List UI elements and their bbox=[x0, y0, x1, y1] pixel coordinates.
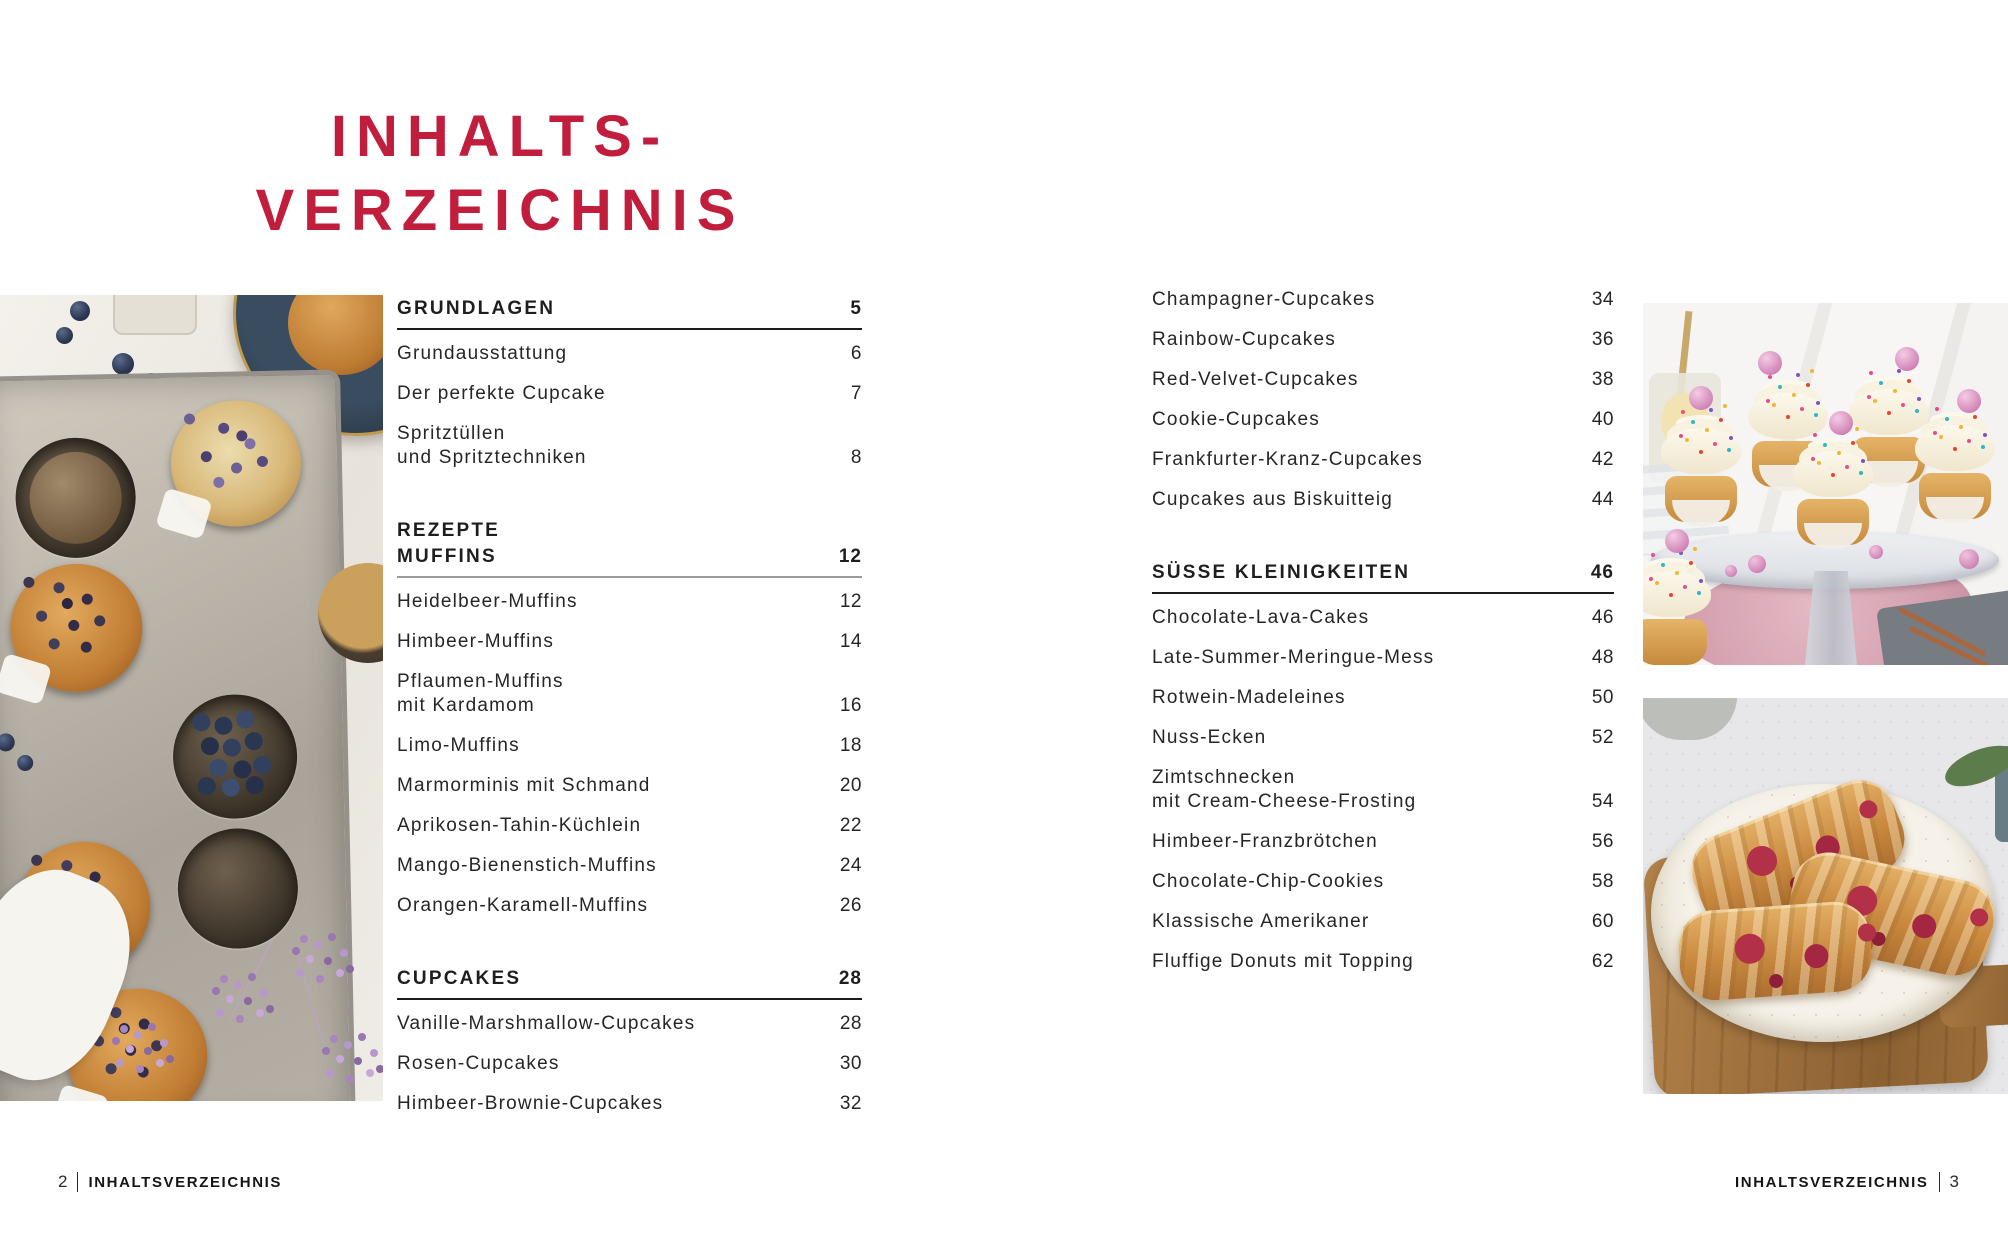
cupcake-liner bbox=[1804, 523, 1862, 549]
cupcake bbox=[1643, 541, 1721, 665]
row-label: mit Kardamom bbox=[397, 695, 535, 716]
cupcake-frosting bbox=[1661, 428, 1741, 474]
tin-well-empty bbox=[177, 827, 299, 949]
row-label: Grundausstattung bbox=[397, 343, 568, 364]
row-label: Klassische Amerikaner bbox=[1152, 911, 1370, 932]
pink-pearl bbox=[1895, 347, 1919, 371]
row-label: Pflaumen-Muffins bbox=[397, 671, 564, 692]
tin-well-sugar bbox=[14, 437, 136, 559]
footer-page-number: 2 bbox=[58, 1172, 68, 1191]
toc-row bbox=[1152, 448, 1614, 472]
row-page-number: 44 bbox=[1591, 489, 1614, 510]
footer-label: INHALTSVERZEICHNIS bbox=[88, 1173, 282, 1191]
footer-right bbox=[1735, 1172, 1959, 1192]
row-label: Champagner-Cupcakes bbox=[1152, 289, 1376, 310]
toc-row bbox=[1152, 408, 1614, 432]
row-label: Late-Summer-Meringue-Mess bbox=[1152, 647, 1435, 668]
pink-pearl bbox=[1758, 351, 1782, 375]
section-page-number: 5 bbox=[850, 298, 862, 319]
footer-page-number: 3 bbox=[1949, 1172, 1959, 1191]
cupcake-liner bbox=[1672, 500, 1730, 526]
section-heading-label: SÜSSE KLEINIGKEITEN bbox=[1152, 562, 1411, 583]
toc-row bbox=[397, 894, 862, 918]
toc-row bbox=[1152, 288, 1614, 312]
toc-row bbox=[397, 382, 862, 406]
toc-row bbox=[397, 854, 862, 878]
toc-row bbox=[397, 670, 862, 718]
footer-label: INHALTSVERZEICHNIS bbox=[1735, 1173, 1929, 1191]
flower-cluster bbox=[330, 1035, 338, 1043]
toc-section-muffins bbox=[397, 518, 862, 918]
row-page-number: 54 bbox=[1591, 791, 1614, 812]
cupcake-frosting bbox=[1793, 451, 1873, 497]
broken-blueberry-muffin bbox=[170, 399, 303, 528]
row-page-number: 26 bbox=[839, 895, 862, 916]
blueberry bbox=[70, 301, 90, 321]
toc-row bbox=[1152, 646, 1614, 670]
sprinkles bbox=[1811, 457, 1815, 461]
section-page-number: 12 bbox=[838, 546, 862, 567]
row-label: Himbeer-Brownie-Cupcakes bbox=[397, 1093, 664, 1114]
cupcake-frosting bbox=[1643, 571, 1711, 617]
row-page-number: 22 bbox=[839, 815, 862, 836]
row-page-number: 56 bbox=[1591, 831, 1614, 852]
toc-row bbox=[1152, 686, 1614, 710]
sugar-butter bbox=[29, 451, 123, 545]
row-page-number: 52 bbox=[1591, 727, 1614, 748]
cupcake-liner bbox=[1926, 497, 1984, 523]
pink-candy-ball bbox=[1725, 565, 1737, 577]
sprinkles bbox=[1679, 434, 1683, 438]
row-label: Chocolate-Lava-Cakes bbox=[1152, 607, 1370, 628]
photo-sprinkle-cupcakes bbox=[1643, 303, 2008, 665]
row-label: Marmorminis mit Schmand bbox=[397, 775, 651, 796]
toc-row bbox=[397, 1092, 862, 1116]
section-heading-label: CUPCAKES bbox=[397, 968, 522, 989]
toc-row bbox=[1152, 870, 1614, 894]
sprinkles bbox=[1933, 431, 1937, 435]
row-label: Cupcakes aus Biskuitteig bbox=[1152, 489, 1394, 510]
toc-row bbox=[397, 422, 862, 470]
cupcake bbox=[1783, 421, 1883, 549]
cupcake-frosting bbox=[1915, 425, 1995, 471]
toc-row bbox=[1152, 488, 1614, 512]
toc-section-grundlagen bbox=[397, 296, 862, 470]
row-page-number: 36 bbox=[1591, 329, 1614, 350]
footer-divider bbox=[1939, 1172, 1940, 1192]
toc-row bbox=[397, 1052, 862, 1076]
row-label: Chocolate-Chip-Cookies bbox=[1152, 871, 1385, 892]
toc-left-column bbox=[397, 296, 862, 1132]
page-title bbox=[150, 100, 850, 248]
toc-row bbox=[1152, 766, 1614, 814]
section-heading bbox=[397, 518, 862, 578]
section-heading bbox=[1152, 560, 1614, 594]
row-label: Zimtschnecken bbox=[1152, 767, 1296, 788]
row-page-number: 14 bbox=[839, 631, 862, 652]
row-label: Frankfurter-Kranz-Cupcakes bbox=[1152, 449, 1423, 470]
toc-row bbox=[397, 734, 862, 758]
blueberry bbox=[17, 755, 33, 771]
cupcake bbox=[1905, 395, 2005, 523]
cupcake bbox=[1651, 398, 1751, 526]
toc-row bbox=[397, 590, 862, 614]
footer-left bbox=[58, 1172, 282, 1192]
footer-divider bbox=[77, 1172, 78, 1192]
pink-candy-ball bbox=[1748, 555, 1766, 573]
row-label: Limo-Muffins bbox=[397, 735, 520, 756]
flower-cluster bbox=[220, 975, 228, 983]
row-label: Mango-Bienenstich-Muffins bbox=[397, 855, 657, 876]
toc-row bbox=[1152, 830, 1614, 854]
section-heading-label: REZEPTE bbox=[397, 520, 501, 541]
row-label: Rainbow-Cupcakes bbox=[1152, 329, 1336, 350]
row-label: Der perfekte Cupcake bbox=[397, 383, 606, 404]
section-page-number: 46 bbox=[1590, 562, 1614, 583]
row-page-number: 20 bbox=[839, 775, 862, 796]
blueberry bbox=[112, 353, 134, 375]
pink-pearl bbox=[1665, 529, 1689, 553]
blueberry bbox=[0, 733, 15, 751]
toc-row bbox=[1152, 328, 1614, 352]
row-label: und Spritztechniken bbox=[397, 447, 587, 468]
row-label: Fluffige Donuts mit Topping bbox=[1152, 951, 1414, 972]
blueberry bbox=[56, 327, 73, 344]
toc-row bbox=[397, 630, 862, 654]
row-page-number: 8 bbox=[850, 447, 862, 468]
toc-section-cupcakes-continued bbox=[1152, 288, 1614, 512]
page-title-line1: INHALTS- bbox=[330, 104, 670, 169]
row-page-number: 58 bbox=[1591, 871, 1614, 892]
cupcake-base bbox=[1643, 619, 1707, 665]
toc-row bbox=[397, 1012, 862, 1036]
sprinkles bbox=[1867, 395, 1871, 399]
row-label: Aprikosen-Tahin-Küchlein bbox=[397, 815, 642, 836]
toc-row bbox=[1152, 910, 1614, 934]
muffin-on-plate bbox=[288, 295, 383, 375]
row-page-number: 40 bbox=[1591, 409, 1614, 430]
row-page-number: 62 bbox=[1591, 951, 1614, 972]
row-page-number: 50 bbox=[1591, 687, 1614, 708]
row-label: Nuss-Ecken bbox=[1152, 727, 1267, 748]
row-label: Vanille-Marshmallow-Cupcakes bbox=[397, 1013, 696, 1034]
row-page-number: 28 bbox=[839, 1013, 862, 1034]
toc-row bbox=[1152, 950, 1614, 974]
section-heading bbox=[397, 966, 862, 1000]
row-label: Cookie-Cupcakes bbox=[1152, 409, 1320, 430]
pink-pearl bbox=[1689, 386, 1713, 410]
row-label: Spritztüllen bbox=[397, 423, 506, 444]
row-label: Red-Velvet-Cupcakes bbox=[1152, 369, 1359, 390]
row-page-number: 30 bbox=[839, 1053, 862, 1074]
flower-cluster bbox=[300, 935, 308, 943]
flower-cluster bbox=[120, 1025, 128, 1033]
toc-row bbox=[397, 814, 862, 838]
row-label: Rotwein-Madeleines bbox=[1152, 687, 1346, 708]
tin-well-berries bbox=[172, 693, 299, 820]
sprinkles bbox=[1649, 577, 1653, 581]
pink-pearl bbox=[1957, 389, 1981, 413]
row-label: Rosen-Cupcakes bbox=[397, 1053, 560, 1074]
toc-row bbox=[397, 774, 862, 798]
row-page-number: 12 bbox=[839, 591, 862, 612]
blueberries-in-cup bbox=[192, 713, 210, 731]
row-label: Himbeer-Franzbrötchen bbox=[1152, 831, 1378, 852]
toc-section-cupcakes bbox=[397, 966, 862, 1116]
row-page-number: 42 bbox=[1591, 449, 1614, 470]
row-page-number: 7 bbox=[850, 383, 862, 404]
section-heading-label: GRUNDLAGEN bbox=[397, 298, 556, 319]
row-label: Himbeer-Muffins bbox=[397, 631, 555, 652]
pink-candy-ball bbox=[1869, 545, 1883, 559]
toc-right-column bbox=[1152, 288, 1614, 990]
page-title-line2: VERZEICHNIS bbox=[255, 178, 745, 243]
row-page-number: 6 bbox=[850, 343, 862, 364]
toc-row bbox=[1152, 726, 1614, 750]
row-page-number: 48 bbox=[1591, 647, 1614, 668]
row-page-number: 34 bbox=[1591, 289, 1614, 310]
pink-candy-ball bbox=[1959, 549, 1979, 569]
section-page-number: 28 bbox=[838, 968, 862, 989]
row-label: mit Cream-Cheese-Frosting bbox=[1152, 791, 1417, 812]
row-page-number: 60 bbox=[1591, 911, 1614, 932]
franzbroetchen-pastry bbox=[1676, 899, 1874, 1002]
row-page-number: 32 bbox=[839, 1093, 862, 1114]
row-page-number: 24 bbox=[839, 855, 862, 876]
glass-jar bbox=[113, 295, 197, 335]
section-heading-label: MUFFINS bbox=[397, 546, 497, 567]
photo-blueberry-muffins bbox=[0, 295, 383, 1101]
row-page-number: 46 bbox=[1591, 607, 1614, 628]
row-page-number: 38 bbox=[1591, 369, 1614, 390]
blueberry-muffin bbox=[9, 563, 144, 694]
photo-raspberry-franzbroetchen bbox=[1643, 698, 2008, 1094]
toc-row bbox=[1152, 368, 1614, 392]
toc-row bbox=[1152, 606, 1614, 630]
row-page-number: 16 bbox=[839, 695, 862, 716]
sprinkles bbox=[1766, 399, 1770, 403]
row-label: Orangen-Karamell-Muffins bbox=[397, 895, 649, 916]
section-heading bbox=[397, 296, 862, 330]
toc-section-suesse-kleinigkeiten bbox=[1152, 560, 1614, 974]
pink-pearl bbox=[1829, 411, 1853, 435]
row-label: Heidelbeer-Muffins bbox=[397, 591, 578, 612]
row-page-number: 18 bbox=[839, 735, 862, 756]
toc-row bbox=[397, 342, 862, 366]
